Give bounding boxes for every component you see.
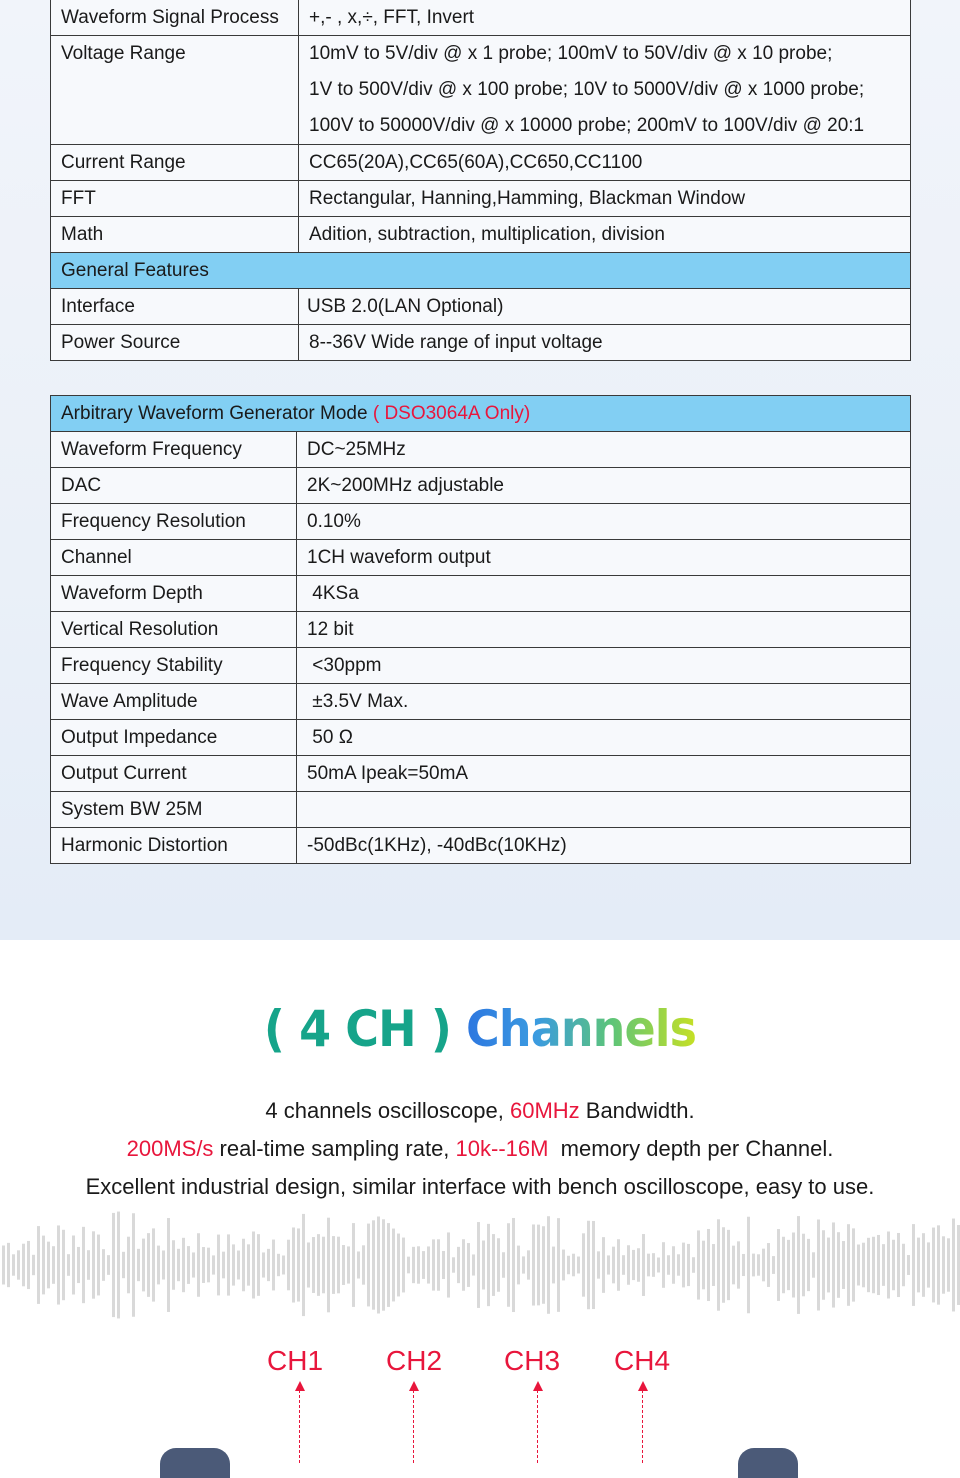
table-row xyxy=(51,540,911,576)
row-value: 50 Ω xyxy=(297,720,911,756)
row-label: Frequency Stability xyxy=(51,648,297,684)
row-label: Current Range xyxy=(51,145,299,181)
row-value: DC~25MHz xyxy=(297,432,911,468)
audio-waveform-decoration xyxy=(0,1200,960,1330)
row-value-multiline xyxy=(299,36,911,145)
headline-channel-count: 4 CH xyxy=(284,1000,431,1058)
channel-label-ch2: CH2 xyxy=(386,1345,443,1376)
row-label: Interface xyxy=(51,289,299,325)
row-label: Math xyxy=(51,217,299,253)
oscilloscope-device-edge xyxy=(160,1448,230,1478)
row-label: Voltage Range xyxy=(51,36,299,145)
table-row xyxy=(51,828,911,864)
table-row xyxy=(51,576,911,612)
row-value: +,- , x,÷, FFT, Invert xyxy=(299,0,911,36)
headline-close-bracket: ) xyxy=(430,1000,451,1058)
row-label: Frequency Resolution xyxy=(51,504,297,540)
table-row xyxy=(51,504,911,540)
row-value: Rectangular, Hanning,Hamming, Blackman Window xyxy=(299,181,911,217)
feature-description xyxy=(70,1092,890,1206)
table-row xyxy=(51,648,911,684)
desc-text: real-time sampling rate, xyxy=(213,1136,456,1161)
table-row xyxy=(51,181,911,217)
row-value: 0.10% xyxy=(297,504,911,540)
voltage-range-line: 10mV to 5V/div @ x 1 probe; 100mV to 50V/div @ x 10 probe; xyxy=(309,43,833,64)
row-label: Vertical Resolution xyxy=(51,612,297,648)
description-line-1 xyxy=(70,1092,890,1130)
desc-text: Bandwidth. xyxy=(579,1098,695,1123)
arrow-up-icon xyxy=(295,1381,305,1391)
table-row xyxy=(51,720,911,756)
voltage-range-line: 100V to 50000V/div @ x 10000 probe; 200mV to 100V/div @ 20:1 xyxy=(309,115,865,136)
row-value: 4KSa xyxy=(297,576,911,612)
table-row xyxy=(51,145,911,181)
row-label: Waveform Frequency xyxy=(51,432,297,468)
table-row xyxy=(51,325,911,361)
row-label: Output Current xyxy=(51,756,297,792)
description-line-3: Excellent industrial design, similar interface with bench oscilloscope, easy to use. xyxy=(85,1174,875,1199)
voltage-range-line: 1V to 500V/div @ x 100 probe; 10V to 5000V/div @ x 1000 probe; xyxy=(309,79,865,100)
row-label: Channel xyxy=(51,540,297,576)
memory-depth-highlight: 10k--16M xyxy=(455,1136,549,1161)
table-row xyxy=(51,468,911,504)
row-value: <30ppm xyxy=(297,648,911,684)
row-label: Power Source xyxy=(51,325,299,361)
table-row xyxy=(51,432,911,468)
headline-word: Channels xyxy=(450,1000,697,1058)
arrow-up-icon xyxy=(533,1381,543,1391)
row-label: DAC xyxy=(51,468,297,504)
oscilloscope-device-edge xyxy=(738,1448,798,1478)
row-value: 2K~200MHz adjustable xyxy=(297,468,911,504)
desc-text: memory depth per Channel. xyxy=(548,1136,834,1161)
row-value: USB 2.0(LAN Optional) xyxy=(299,289,911,325)
bandwidth-highlight: 60MHz xyxy=(509,1098,580,1123)
table-row xyxy=(51,612,911,648)
channel-label-ch1: CH1 xyxy=(267,1345,324,1376)
arrow-up-icon xyxy=(409,1381,419,1391)
table-row xyxy=(51,684,911,720)
row-value: Adition, subtraction, multiplication, division xyxy=(299,217,911,253)
row-label: Wave Amplitude xyxy=(51,684,297,720)
awg-model-note: ( DSO3064A Only) xyxy=(367,403,531,424)
table-row xyxy=(51,0,911,36)
table-row xyxy=(51,756,911,792)
awg-spec-table xyxy=(50,395,911,864)
table-row xyxy=(51,217,911,253)
row-label: FFT xyxy=(51,181,299,217)
section-title: General Features xyxy=(51,253,911,289)
spec-table xyxy=(50,0,911,361)
channel-pointer-line xyxy=(642,1385,643,1463)
table-row xyxy=(51,36,911,145)
row-value: 8--36V Wide range of input voltage xyxy=(299,325,911,361)
row-label: System BW 25M xyxy=(51,792,297,828)
channel-pointer-line xyxy=(413,1385,414,1463)
row-value: 1CH waveform output xyxy=(297,540,911,576)
table-row xyxy=(51,289,911,325)
channel-pointer-line xyxy=(537,1385,538,1463)
row-label: Output Impedance xyxy=(51,720,297,756)
row-label: Waveform Depth xyxy=(51,576,297,612)
arrow-up-icon xyxy=(638,1381,648,1391)
channel-pointer-line xyxy=(299,1385,300,1463)
row-value: CC65(20A),CC65(60A),CC650,CC1100 xyxy=(299,145,911,181)
section-title xyxy=(51,396,911,432)
row-value: -50dBc(1KHz), -40dBc(10KHz) xyxy=(297,828,911,864)
channel-label-ch4: CH4 xyxy=(614,1345,671,1376)
channel-label-ch3: CH3 xyxy=(504,1345,561,1376)
headline-open-bracket: ( xyxy=(263,1000,285,1058)
channels-headline xyxy=(38,1000,921,1058)
section-header-row xyxy=(51,253,911,289)
row-value: ±3.5V Max. xyxy=(297,684,911,720)
table-row xyxy=(51,792,911,828)
desc-text: 4 channels oscilloscope, xyxy=(265,1098,510,1123)
sample-rate-highlight: 200MS/s xyxy=(126,1136,214,1161)
row-value: 50mA Ipeak=50mA xyxy=(297,756,911,792)
row-value xyxy=(297,792,911,828)
description-line-2 xyxy=(70,1130,890,1168)
row-value: 12 bit xyxy=(297,612,911,648)
awg-title: Arbitrary Waveform Generator Mode xyxy=(61,403,368,424)
section-header-row xyxy=(51,396,911,432)
row-label: Waveform Signal Process xyxy=(51,0,299,36)
row-label: Harmonic Distortion xyxy=(51,828,297,864)
